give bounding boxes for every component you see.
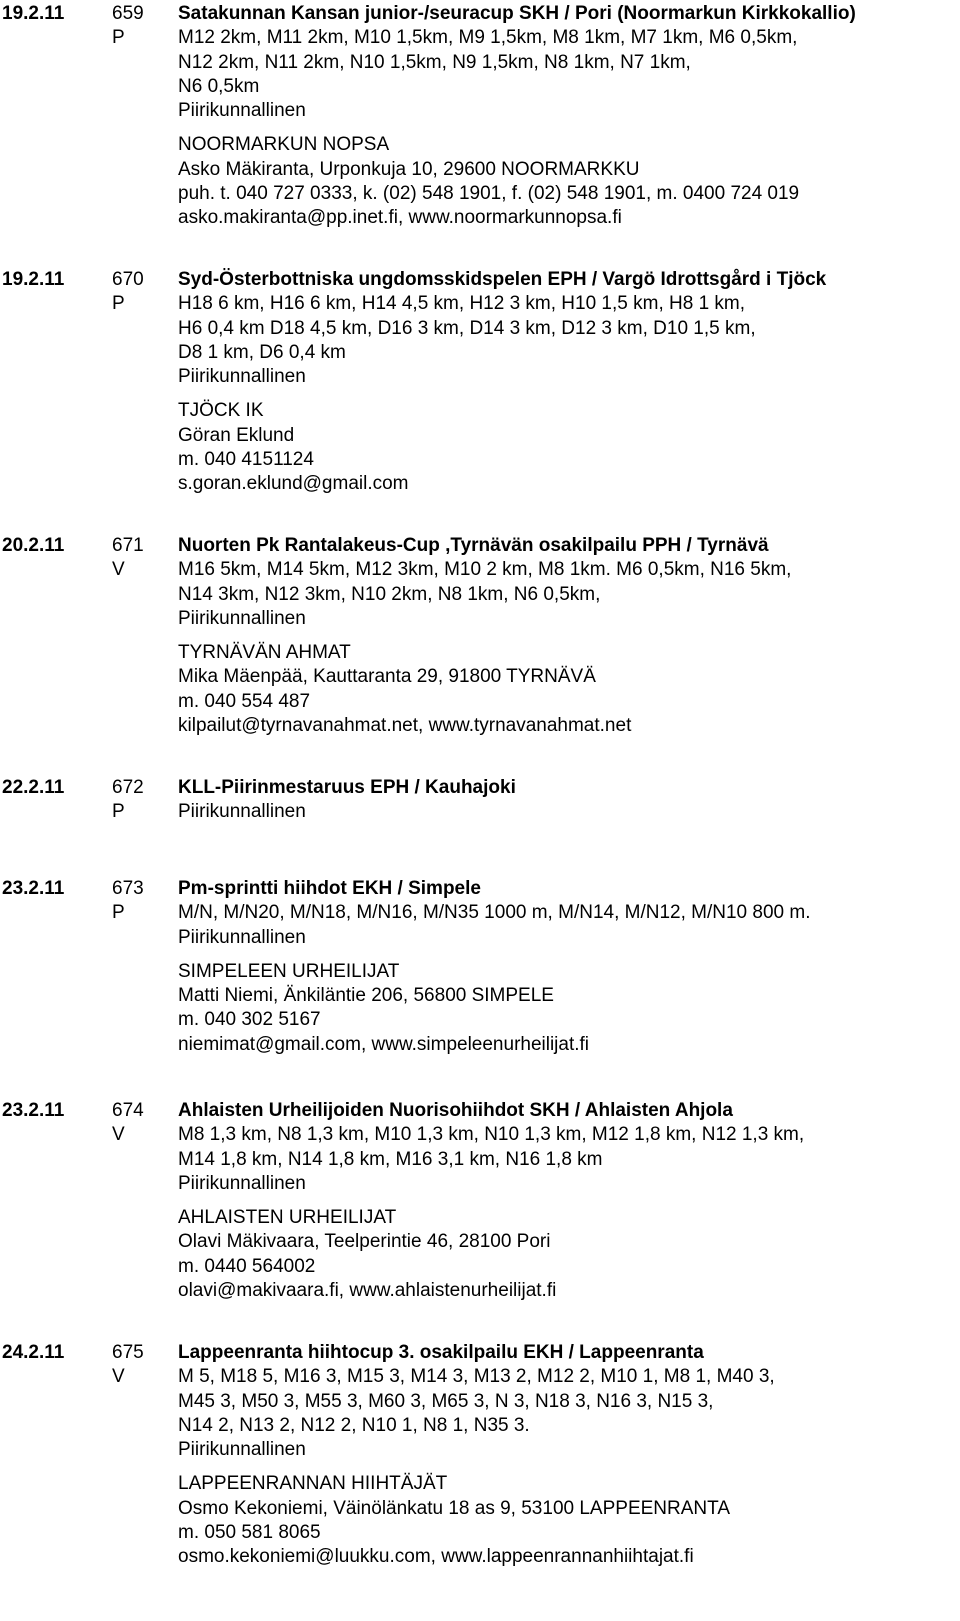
event-classes-line: M12 2km, M11 2km, M10 1,5km, M9 1,5km, M8 1km, M7 1km, M6 0,5km, [178,27,798,49]
event-number: 659 [112,3,144,24]
event-scope: Piirikunnallinen [178,1172,306,1194]
event-classes-line: M16 5km, M14 5km, M12 3km, M10 2 km, M8 1km. M6 0,5km, N16 5km, [178,559,792,581]
spacer [178,631,958,641]
event-date: 19.2.11 [2,269,65,290]
event-type: P [112,801,125,823]
event-contact-line: m. 040 302 5167 [178,1009,321,1031]
event-scope: Piirikunnallinen [178,926,306,948]
spacer [178,123,958,133]
event-classes-line: H6 0,4 km D18 4,5 km, D16 3 km, D14 3 km, D12 3 km, D10 1,5 km, [178,317,756,339]
event-type: V [112,559,125,581]
event-contact-line: s.goran.eklund@gmail.com [178,473,409,495]
event-contact-line: niemimat@gmail.com, www.simpeleenurheilijat.fi [178,1033,590,1055]
event-title: Ahlaisten Urheilijoiden Nuorisohiihdot SKH / Ahlaisten Ahjola [178,1100,733,1121]
event-type: V [112,1124,125,1146]
event-title: Syd-Österbottniska ungdomsskidspelen EPH / Vargö Idrottsgård i Tjöck [178,269,827,290]
event-classes-line: M14 1,8 km, N14 1,8 km, M16 3,1 km, N16 1,8 km [178,1148,603,1170]
event-classes-line: N12 2km, N11 2km, N10 1,5km, N9 1,5km, N8 1km, N7 1km, [178,51,691,73]
event-details [178,534,958,738]
event-details [178,1099,958,1303]
event-classes-line: N14 3km, N12 3km, N10 2km, N8 1km, N6 0,5km, [178,583,601,605]
event-details [178,776,958,825]
event-contact-line: asko.makiranta@pp.inet.fi, www.noormarkunnopsa.fi [178,207,622,229]
event-type: V [112,1366,125,1388]
event-classes-line: D8 1 km, D6 0,4 km [178,341,346,363]
event-date: 20.2.11 [2,535,65,556]
event-contact-line: SIMPELEEN URHEILIJAT [178,960,400,982]
event-classes-line: N14 2, N13 2, N12 2, N10 1, N8 1, N35 3. [178,1414,530,1436]
event-details [178,268,958,497]
event-contact-line: puh. t. 040 727 0333, k. (02) 548 1901, f. (02) 548 1901, m. 0400 724 019 [178,183,800,205]
event-contact-line: Asko Mäkiranta, Urponkuja 10, 29600 NOORMARKKU [178,158,640,180]
event-contact-line: LAPPEENRANNAN HIIHTÄJÄT [178,1473,448,1495]
spacer [178,1462,958,1472]
event-type: P [112,293,125,315]
event-number: 674 [112,1100,144,1121]
event-contact-line: m. 0440 564002 [178,1255,316,1277]
event-classes-line: M/N, M/N20, M/N18, M/N16, M/N35 1000 m, M/N14, M/N12, M/N10 800 m. [178,902,811,924]
event-contact-line: Matti Niemi, Änkiläntie 206, 56800 SIMPELE [178,985,554,1007]
event-contact-line: TYRNÄVÄN AHMAT [178,642,351,664]
event-contact-line: Osmo Kekoniemi, Väinölänkatu 18 as 9, 53100 LAPPEENRANTA [178,1497,730,1519]
event-title: Nuorten Pk Rantalakeus-Cup ,Tyrnävän osakilpailu PPH / Tyrnävä [178,535,769,556]
event-details [178,1341,958,1570]
event-contact-line: Olavi Mäkivaara, Teelperintie 46, 28100 Pori [178,1231,551,1253]
event-contact-line: m. 040 554 487 [178,690,311,712]
event-number: 671 [112,535,144,556]
event-title: Lappeenranta hiihtocup 3. osakilpailu EKH / Lappeenranta [178,1342,704,1363]
event-contact-line: osmo.kekoniemi@luukku.com, www.lappeenrannanhiihtajat.fi [178,1546,694,1568]
event-type: P [112,27,125,49]
event-scope: Piirikunnallinen [178,1439,306,1461]
event-date: 19.2.11 [2,3,65,24]
event-contact-line: Mika Mäenpää, Kauttaranta 29, 91800 TYRNÄVÄ [178,666,596,688]
event-contact-line: TJÖCK IK [178,400,264,422]
event-contact-line: Göran Eklund [178,424,295,446]
event-number: 673 [112,878,144,899]
event-classes-line: M45 3, M50 3, M55 3, M60 3, M65 3, N 3, N18 3, N16 3, N15 3, [178,1390,714,1412]
event-number: 670 [112,269,144,290]
spacer [178,389,958,399]
event-contact-line: m. 040 4151124 [178,449,314,471]
event-date: 22.2.11 [2,777,65,798]
event-title: Satakunnan Kansan junior-/seuracup SKH / Pori (Noormarkun Kirkkokallio) [178,3,856,24]
event-details [178,877,958,1057]
event-scope: Piirikunnallinen [178,607,306,629]
event-date: 23.2.11 [2,878,65,899]
event-classes-line: N6 0,5km [178,75,260,97]
event-date: 23.2.11 [2,1100,65,1121]
event-type: P [112,902,125,924]
spacer [178,950,958,960]
event-contact-line: NOORMARKUN NOPSA [178,134,390,156]
event-title: Pm-sprintti hiihdot EKH / Simpele [178,878,481,899]
event-contact-line: AHLAISTEN URHEILIJAT [178,1207,397,1229]
event-details [178,2,958,231]
event-date: 24.2.11 [2,1342,65,1363]
event-title: KLL-Piirinmestaruus EPH / Kauhajoki [178,777,516,798]
event-contact-line: kilpailut@tyrnavanahmat.net, www.tyrnavanahmat.net [178,715,632,737]
event-scope: Piirikunnallinen [178,801,306,823]
event-number: 675 [112,1342,144,1363]
event-contact-line: olavi@makivaara.fi, www.ahlaistenurheilijat.fi [178,1280,557,1302]
event-contact-line: m. 050 581 8065 [178,1522,321,1544]
event-classes-line: M 5, M18 5, M16 3, M15 3, M14 3, M13 2, M12 2, M10 1, M8 1, M40 3, [178,1366,775,1388]
event-classes-line: H18 6 km, H16 6 km, H14 4,5 km, H12 3 km, H10 1,5 km, H8 1 km, [178,293,746,315]
event-number: 672 [112,777,144,798]
spacer [178,1196,958,1206]
event-classes-line: M8 1,3 km, N8 1,3 km, M10 1,3 km, N10 1,3 km, M12 1,8 km, N12 1,3 km, [178,1124,805,1146]
event-scope: Piirikunnallinen [178,366,306,388]
event-scope: Piirikunnallinen [178,100,306,122]
